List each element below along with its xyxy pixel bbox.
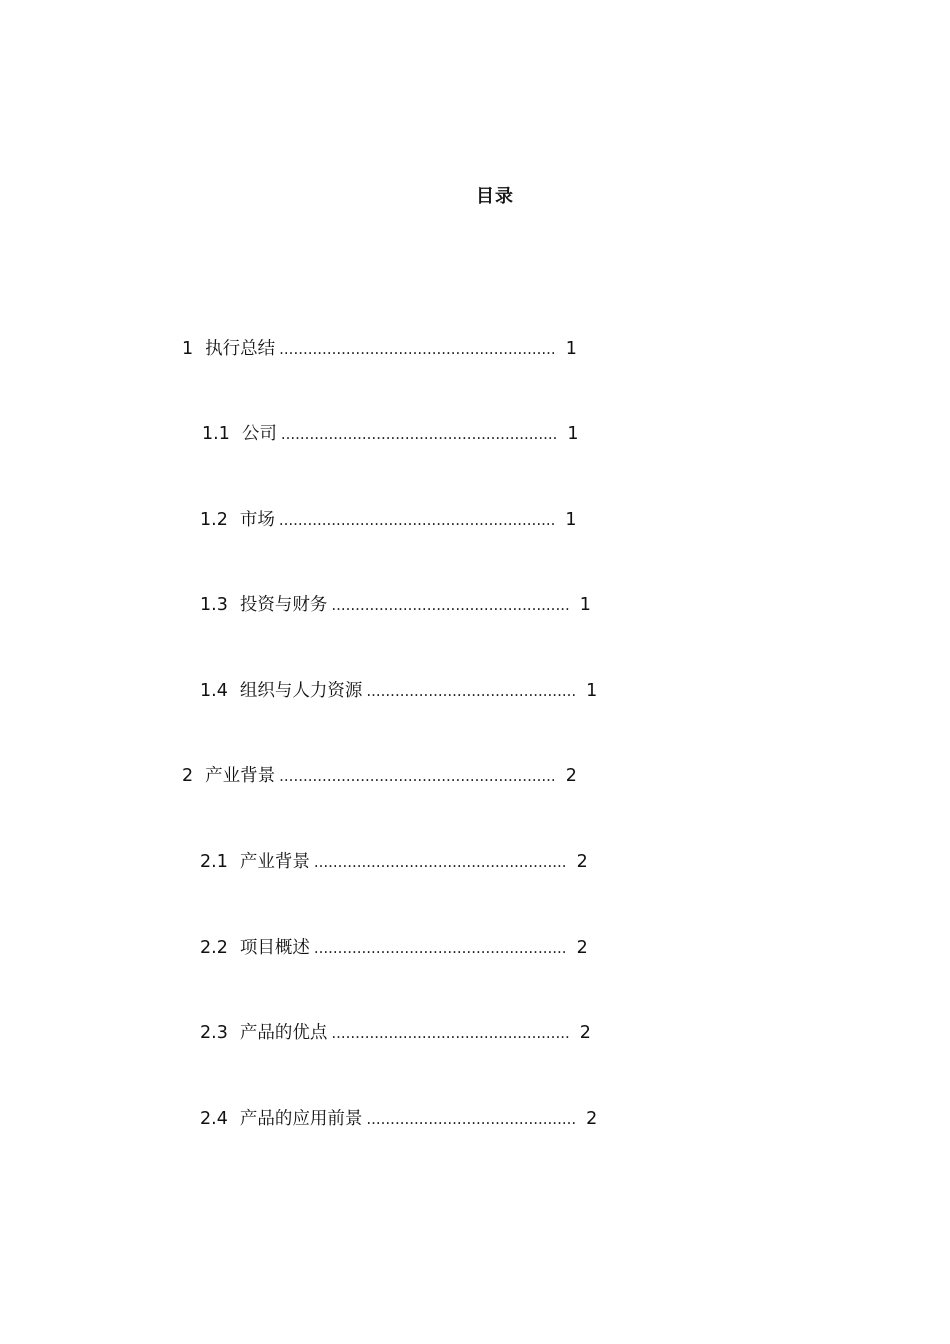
toc-entry-number: 2.1 bbox=[200, 852, 228, 872]
toc-entry-label: 投资与财务 bbox=[239, 595, 328, 615]
toc-entry-number: 2 bbox=[182, 766, 194, 786]
toc-entry[interactable] bbox=[200, 508, 577, 532]
toc-entry-page: 1 bbox=[565, 510, 577, 530]
toc-entry-number: 1.1 bbox=[202, 424, 230, 444]
toc-entry-number: 1.3 bbox=[200, 595, 228, 615]
toc-entry[interactable] bbox=[202, 422, 579, 446]
toc-entry-page: 2 bbox=[576, 852, 588, 872]
toc-entry-leader: ............................................ bbox=[366, 682, 577, 700]
toc-entry-label: 执行总结 bbox=[205, 339, 276, 359]
toc-entry-leader: ............................................ bbox=[366, 1110, 577, 1128]
toc-entry-leader: .......................................................... bbox=[279, 767, 556, 785]
toc-entry-leader: .......................................................... bbox=[278, 511, 556, 529]
toc-entry-number: 2.2 bbox=[200, 938, 228, 958]
toc-entry-page: 2 bbox=[586, 1109, 598, 1129]
toc-entry-number: 2.3 bbox=[200, 1023, 228, 1043]
toc-entry-page: 2 bbox=[579, 1023, 591, 1043]
toc-entry-leader: .................................................. bbox=[331, 596, 570, 614]
toc-entry-label: 产品的优点 bbox=[239, 1023, 328, 1043]
toc-entry-label: 产业背景 bbox=[239, 852, 310, 872]
toc-entry[interactable] bbox=[182, 337, 577, 361]
toc-entry[interactable] bbox=[182, 764, 577, 788]
toc-entry-number: 1.2 bbox=[200, 510, 228, 530]
toc-entry[interactable] bbox=[200, 593, 591, 617]
toc-entry[interactable] bbox=[200, 1021, 591, 1045]
toc-entry-label: 公司 bbox=[241, 424, 277, 444]
toc-entry-leader: .......................................................... bbox=[279, 340, 556, 358]
toc-entry-label: 组织与人力资源 bbox=[239, 681, 363, 701]
toc-entry-page: 1 bbox=[565, 339, 577, 359]
toc-entry-label: 产业背景 bbox=[205, 766, 276, 786]
toc-entry-leader: .................................................. bbox=[331, 1024, 570, 1042]
toc-title: 目录 bbox=[476, 186, 514, 207]
toc-entry-page: 2 bbox=[565, 766, 577, 786]
toc-entry[interactable] bbox=[200, 679, 597, 703]
toc-entry-leader: ..................................................... bbox=[313, 939, 567, 957]
toc-entry-page: 1 bbox=[567, 424, 579, 444]
toc-entry-number: 2.4 bbox=[200, 1109, 228, 1129]
toc-entry[interactable] bbox=[200, 850, 588, 874]
toc-entry-number: 1 bbox=[182, 339, 194, 359]
toc-entry-page: 1 bbox=[579, 595, 591, 615]
toc-entry-label: 市场 bbox=[239, 510, 275, 530]
toc-entry-leader: ..................................................... bbox=[313, 853, 567, 871]
toc-entry-label: 产品的应用前景 bbox=[239, 1109, 363, 1129]
toc-entry-page: 1 bbox=[586, 681, 598, 701]
toc-entry-leader: .......................................................... bbox=[280, 425, 558, 443]
toc-entry[interactable] bbox=[200, 1107, 597, 1131]
toc-entry-label: 项目概述 bbox=[239, 938, 310, 958]
toc-entry-page: 2 bbox=[576, 938, 588, 958]
toc-entry[interactable] bbox=[200, 936, 588, 960]
toc-entry-number: 1.4 bbox=[200, 681, 228, 701]
